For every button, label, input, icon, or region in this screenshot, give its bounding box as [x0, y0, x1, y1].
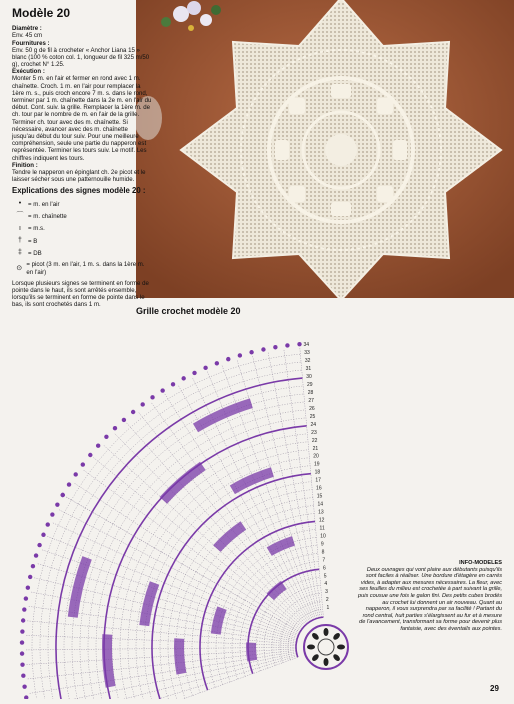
chart-center-petal — [337, 645, 345, 650]
chart-round-number: 19 — [313, 461, 320, 468]
chart-picot — [131, 410, 135, 414]
chart-round-number: 11 — [319, 525, 325, 532]
chart-picot — [150, 395, 154, 399]
chart-picot — [20, 651, 24, 655]
chart-picot — [37, 543, 41, 547]
chart-picot — [215, 361, 219, 365]
chart-round-number: 2 — [325, 597, 329, 604]
instructions-column — [12, 6, 152, 309]
page-number: 29 — [490, 684, 499, 693]
chart-round-number: 24 — [310, 421, 317, 428]
supplies-label: Fournitures : — [12, 39, 50, 47]
chart-picot — [297, 342, 301, 346]
symbol-label: = m. chaînette — [28, 213, 67, 221]
chart-purple-block — [267, 536, 295, 556]
info-box — [356, 560, 502, 633]
chart-picot — [88, 453, 92, 457]
chart-picot — [74, 472, 78, 476]
chart-picot — [67, 482, 71, 486]
double-treble-symbol: ‡ — [18, 249, 22, 257]
chart-purple-block — [246, 642, 257, 661]
treble-symbol: † — [18, 236, 22, 244]
chart-round-number: 1 — [326, 605, 330, 612]
chart-picot — [171, 382, 175, 386]
chart-picot — [203, 366, 207, 370]
chart-round-number: 6 — [323, 565, 326, 572]
chart-center-petal — [311, 653, 320, 662]
chart-picot — [20, 662, 24, 666]
chart-round-number: 4 — [324, 581, 328, 588]
chart-picot — [238, 353, 242, 357]
chart-round-number: 27 — [308, 397, 314, 404]
chart-purple-block — [68, 556, 92, 618]
picot-symbol: ⊙ — [16, 264, 23, 272]
chart-round-number: 8 — [321, 549, 325, 556]
chart-picot — [273, 345, 277, 349]
chart-round-number: 17 — [315, 477, 321, 484]
slip-stitch-symbol: ⌒ — [16, 212, 24, 220]
chart-spoke — [39, 656, 297, 699]
chart-picot — [285, 343, 289, 347]
chart-purple-block — [211, 606, 227, 634]
chain-stitch-symbol: • — [18, 200, 22, 208]
chart-round-arc — [296, 632, 300, 657]
chart-round-number: 31 — [305, 366, 312, 373]
chart-picot — [28, 575, 32, 579]
chart-picot — [31, 564, 35, 568]
chart-picot — [34, 553, 38, 557]
chart-center-petal — [332, 653, 341, 662]
chart-picot — [24, 695, 28, 699]
chart-round-number: 23 — [311, 429, 317, 436]
diameter-label: Diamètre : — [12, 25, 42, 33]
symbol-row — [12, 200, 152, 208]
chart-round-number: 5 — [323, 573, 327, 580]
info-text: Deux ouvrages qui vont plaire aux débutants puisqu'ils sont faciles à réaliser. Une bordure d'étagère en carrés vides, à adapter aux mesures nécessaires. La fleur, avec ses feuilles du milieu est crochetée à part suivant la grille, puis cousue une fois le galon fini. Des petits cubes brodés au crochet lui donnent un air nouveau. Quant au napperon, il vous surprendra par sa facilité ! Partant du rond central, huit parties s'élargissent au fur et à mesure de l'avancement, transformant sa forme pour devenir plus fantaisie, avec des éventails aux pointes. — [358, 566, 502, 632]
chart-center-petal — [324, 658, 329, 666]
chart-round-number: 34 — [303, 342, 310, 349]
chart-picot — [226, 357, 230, 361]
chart-picot — [46, 522, 50, 526]
chart-picot — [20, 640, 24, 644]
chart-picot — [122, 418, 126, 422]
chart-round-number: 22 — [311, 437, 318, 444]
symbol-row — [12, 237, 152, 245]
chart-round-number: 32 — [304, 358, 311, 365]
symbol-label: = picot (3 m. en l'air, 1 m. s. dans la 1ère m. en l'air) — [26, 261, 145, 276]
chart-round-number: 20 — [313, 453, 319, 460]
chart-purple-block — [174, 638, 186, 674]
chart-picot — [181, 376, 185, 380]
chart-round-number: 9 — [320, 541, 324, 548]
chart-round-arc — [32, 500, 71, 699]
grille-title: Grille crochet modèle 20 — [136, 306, 241, 316]
chart-round-number: 15 — [316, 493, 323, 500]
supplies-text: Env. 50 g de fil à crocheter « Anchor Liana 15 » blanc (100 % coton col. 1, longueur de fil 325 m/50 g), crochet N° 1.25. — [12, 46, 150, 69]
crochet-chart-svg — [6, 314, 514, 699]
single-crochet-symbol: ı — [19, 224, 21, 232]
chart-spoke — [66, 497, 300, 632]
symbol-row — [12, 261, 152, 275]
chart-round-number: 14 — [317, 501, 324, 508]
chart-round-number: 13 — [318, 509, 324, 516]
chart-picot — [249, 350, 253, 354]
chart-round-number: 33 — [304, 350, 310, 357]
chart-round-number: 16 — [316, 485, 322, 492]
chart-picot — [113, 426, 117, 430]
chart-round-number: 25 — [309, 413, 316, 420]
chart-round-number: 10 — [320, 533, 326, 540]
chart-picot — [24, 596, 28, 600]
symbol-row — [12, 249, 152, 257]
symbol-row — [12, 212, 152, 220]
chart-picot — [192, 371, 196, 375]
doily-photo — [136, 0, 514, 298]
chart-picot — [22, 684, 26, 688]
chart-round-number: 21 — [312, 445, 319, 452]
chart-picot — [50, 512, 54, 516]
chart-purple-block — [193, 398, 253, 432]
chart-picot — [261, 347, 265, 351]
chart-picot — [21, 673, 25, 677]
chart-picot — [22, 607, 26, 611]
chart-round-number: 30 — [306, 374, 312, 381]
chart-picot — [160, 388, 164, 392]
chart-picot — [41, 533, 45, 537]
chart-spoke — [47, 536, 298, 636]
symbol-label: = B — [28, 237, 38, 245]
chart-round-number: 3 — [325, 589, 328, 596]
chart-spoke — [59, 510, 299, 634]
chart-picot — [55, 502, 59, 506]
chart-round-arc — [127, 418, 306, 532]
chart-picot — [21, 618, 25, 622]
chart-round-number: 28 — [307, 389, 314, 396]
chart-picot — [81, 462, 85, 466]
execution-label: Exécution : — [12, 68, 45, 76]
chart-picot — [61, 493, 65, 497]
symbol-row — [12, 225, 152, 233]
chart-picot — [26, 585, 30, 589]
explanations-title: Explications des signes modèle 20 : — [12, 186, 146, 196]
chart-round-arc — [144, 556, 168, 699]
symbol-label: = DB — [28, 249, 42, 257]
chart-spoke — [93, 458, 302, 629]
chart-round-number: 29 — [306, 382, 313, 389]
chart-spoke — [32, 653, 296, 699]
symbol-label: = m.s. — [28, 225, 45, 233]
doily-image — [136, 0, 514, 298]
symbol-label: = m. en l'air — [28, 200, 60, 208]
explanations-note: Lorsque plusieurs signes se terminent en forme de pointe dans le haut, ils sont arrêtés ensemble, lorsqu'ils se terminent en forme de pointe dans le bas, ils sont crochetés dans 1 m. — [12, 279, 149, 309]
chart-center-petal — [332, 632, 341, 641]
chart-round-number: 26 — [309, 405, 315, 412]
chart-purple-block — [267, 581, 287, 600]
chart-round-number: 7 — [322, 557, 326, 564]
chart-picot — [140, 402, 144, 406]
finishing-text: Tendre le napperon en épinglant ch. 2e picot et le laisser sécher sous une patternouille humide. — [12, 168, 146, 184]
chart-round-arc — [182, 482, 311, 564]
chart-center-petal — [311, 632, 320, 641]
chart-center-petal — [324, 628, 329, 636]
chart-center-inner — [318, 639, 334, 655]
chart-purple-block — [102, 634, 116, 688]
chart-spoke — [35, 654, 296, 699]
info-heading: INFO-MODELES — [459, 560, 502, 566]
finishing-label: Finition : — [12, 161, 38, 169]
chart-spoke — [75, 483, 301, 630]
chart-center-petal — [307, 645, 315, 650]
chart-round-number: 18 — [314, 469, 321, 476]
chart-round-number: 12 — [318, 517, 325, 524]
chart-picot — [96, 444, 100, 448]
chart-picot — [104, 435, 108, 439]
model-title: Modèle 20 — [12, 6, 71, 20]
crochet-chart — [6, 314, 514, 699]
chart-picot — [20, 629, 24, 633]
diameter-value: Env. 45 cm — [12, 32, 43, 40]
chart-round-arc — [152, 560, 175, 699]
execution-text: Monter 5 m. en l'air et fermer en rond avec 1 m. chaînette. Croch. 1 m. en l'air pour remplacer la 1ère m. s., puis croch encore 7 m. s. dans le rond, terminer par 1 m. chaînette dans la 2e m. en l'air du début. Cont. suiv. la grille. Remplacer la 1ère m. de ch. tour par le nombre de m. en l'air de la grille. Terminer ch. tour avec des m. chaînette. Si nécessaire, avancer avec des m. chaînette jusqu'au début du tour suiv. Pour une meilleure compréhension, seule une partie du napperon est représentée. Terminer les tours suiv. Le motif. Les chiffres indiquent les tours. — [12, 75, 152, 162]
